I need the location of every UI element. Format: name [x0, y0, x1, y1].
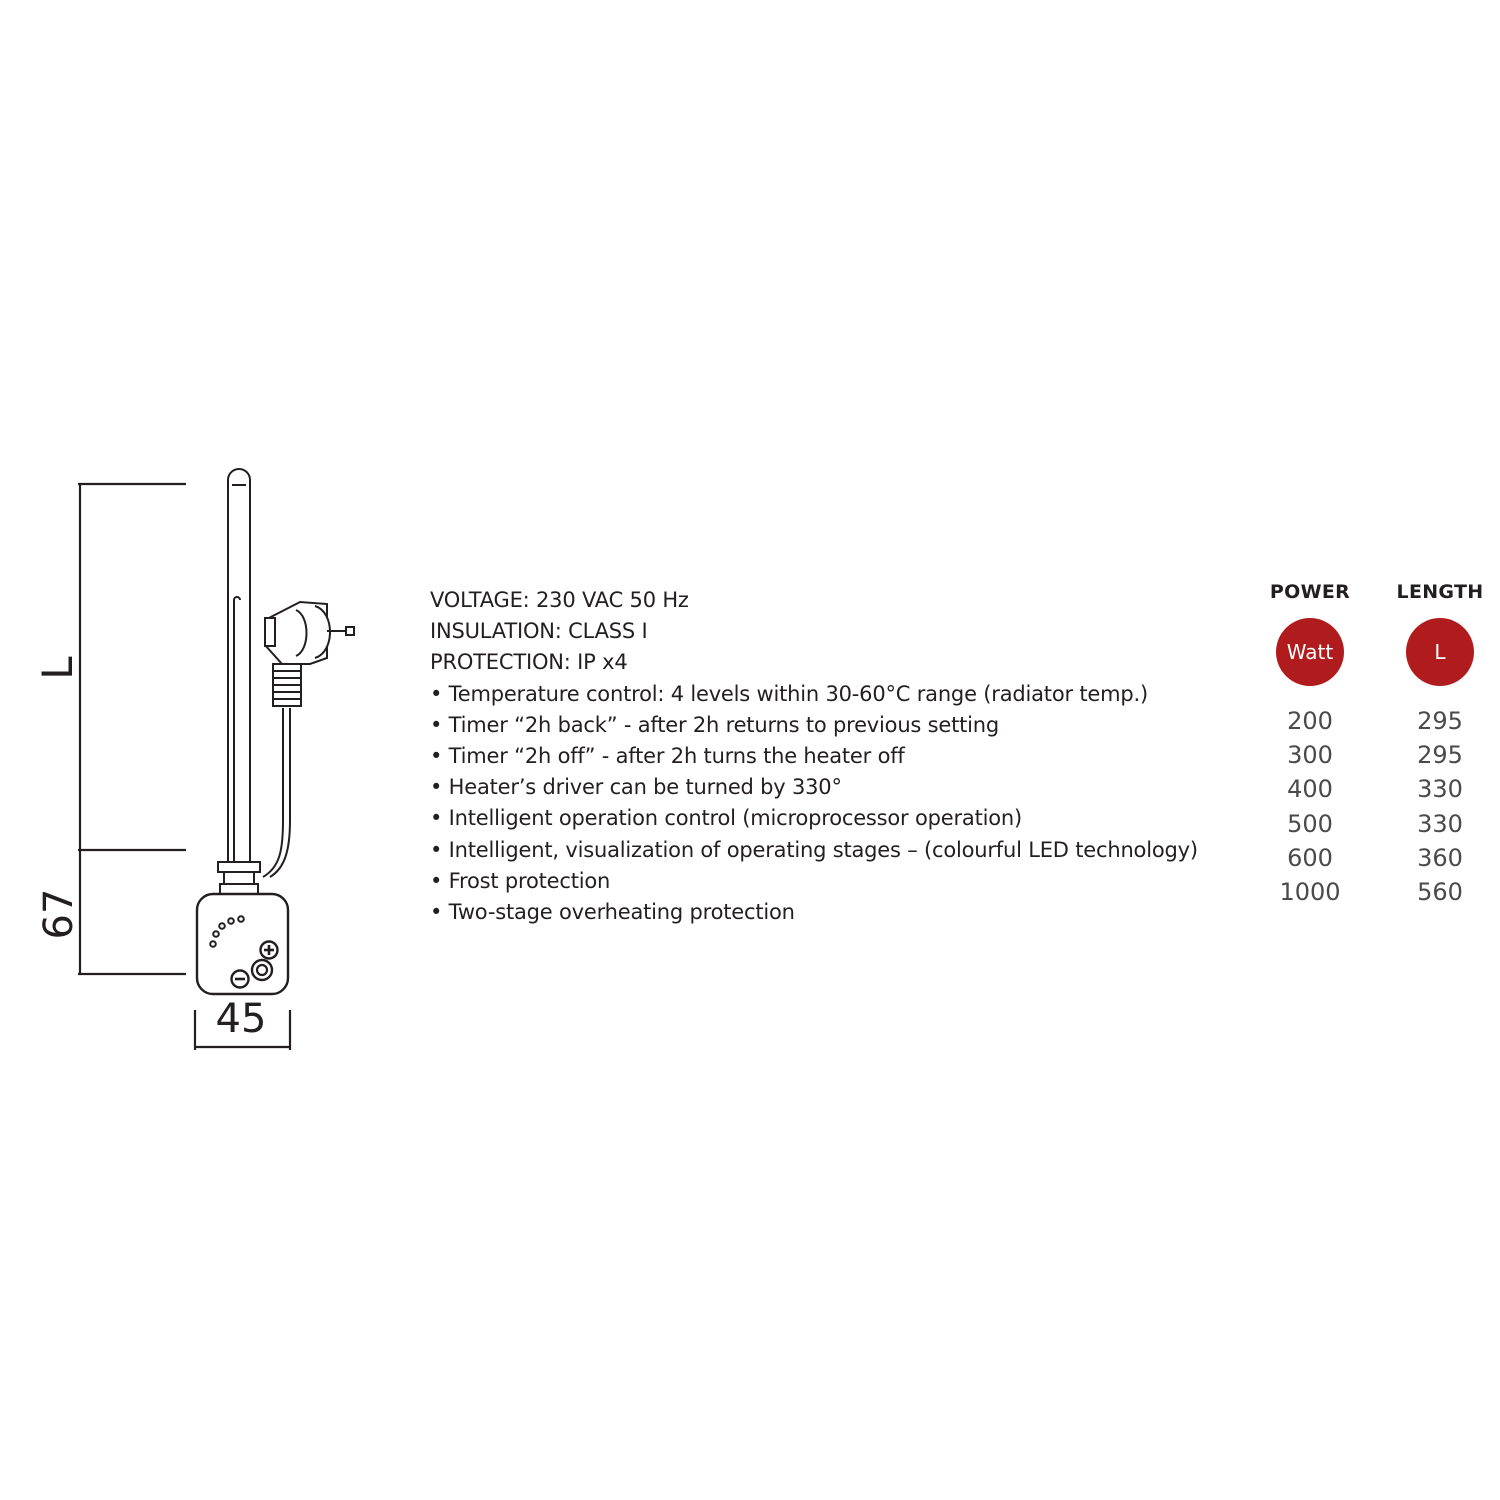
length-value: 295 — [1417, 707, 1463, 735]
led-dot-icon — [238, 916, 244, 922]
power-value: 500 — [1287, 809, 1333, 838]
specification-list — [430, 585, 1230, 928]
watt-badge: Watt — [1276, 618, 1344, 686]
nut-middle — [224, 872, 254, 884]
schuko-plug-icon — [265, 602, 354, 706]
rod-outline — [228, 469, 250, 862]
spec-timer-back: • Timer “2h back” - after 2h returns to previous setting — [430, 712, 1000, 737]
length-header: LENGTH — [1396, 581, 1484, 603]
led-dot-icon — [219, 923, 225, 929]
length-value: 360 — [1417, 843, 1463, 872]
spec-insulation: INSULATION: CLASS I — [430, 619, 648, 644]
select-button-icon — [252, 960, 272, 980]
minus-button-icon — [232, 971, 249, 988]
threaded-nut — [218, 862, 260, 896]
power-value: 400 — [1287, 775, 1333, 804]
power-values — [1250, 704, 1370, 909]
power-value: 200 — [1287, 707, 1333, 735]
length-value: 295 — [1417, 741, 1463, 770]
spec-driver-rotation: • Heater’s driver can be turned by 330° — [430, 775, 842, 800]
spec-overheating-protection: • Two-stage overheating protection — [430, 900, 795, 925]
spec-operation-control: • Intelligent operation control (microprocessor operation) — [430, 806, 1022, 831]
power-value: 600 — [1287, 843, 1333, 872]
spec-frost-protection: • Frost protection — [430, 868, 611, 893]
length-value: 330 — [1417, 775, 1463, 804]
spec-protection: PROTECTION: IP x4 — [430, 650, 628, 675]
cable-outer — [263, 708, 283, 877]
led-dot-icon — [213, 931, 219, 937]
length-badge: L — [1406, 618, 1474, 686]
plug-pin-tip — [346, 627, 354, 635]
nut-top — [218, 862, 260, 872]
length-column — [1380, 578, 1500, 909]
length-value: 330 — [1417, 809, 1463, 838]
length-value: 560 — [1417, 878, 1463, 907]
power-header: POWER — [1269, 581, 1351, 603]
led-dot-icon — [228, 918, 234, 924]
spec-voltage: VOLTAGE: 230 VAC 50 Hz — [430, 588, 689, 612]
plug-side-clip — [265, 618, 275, 646]
dim-width-label: 45 — [215, 996, 267, 1042]
plus-button-icon — [261, 942, 278, 959]
dim-length-label: L — [33, 656, 82, 680]
select-button-inner — [257, 965, 267, 975]
power-value: 1000 — [1279, 878, 1341, 907]
spec-timer-off: • Timer “2h off” - after 2h turns the heater off — [430, 744, 905, 769]
control-head — [197, 894, 288, 994]
dim-head-label: 67 — [36, 888, 82, 940]
rod-inner-tip — [234, 597, 240, 600]
heating-rod — [228, 469, 250, 862]
spec-temperature-control: • Temperature control: 4 levels within 30-60°C range (radiator temp.) — [430, 681, 1148, 706]
power-length-table — [1250, 578, 1500, 918]
spec-visualization: • Intelligent, visualization of operating stages – (colourful LED technology) — [430, 837, 1198, 862]
power-value: 300 — [1287, 741, 1333, 770]
power-cable — [263, 708, 290, 877]
power-column — [1250, 578, 1370, 909]
length-values — [1380, 704, 1500, 909]
led-dot-icon — [210, 941, 216, 947]
